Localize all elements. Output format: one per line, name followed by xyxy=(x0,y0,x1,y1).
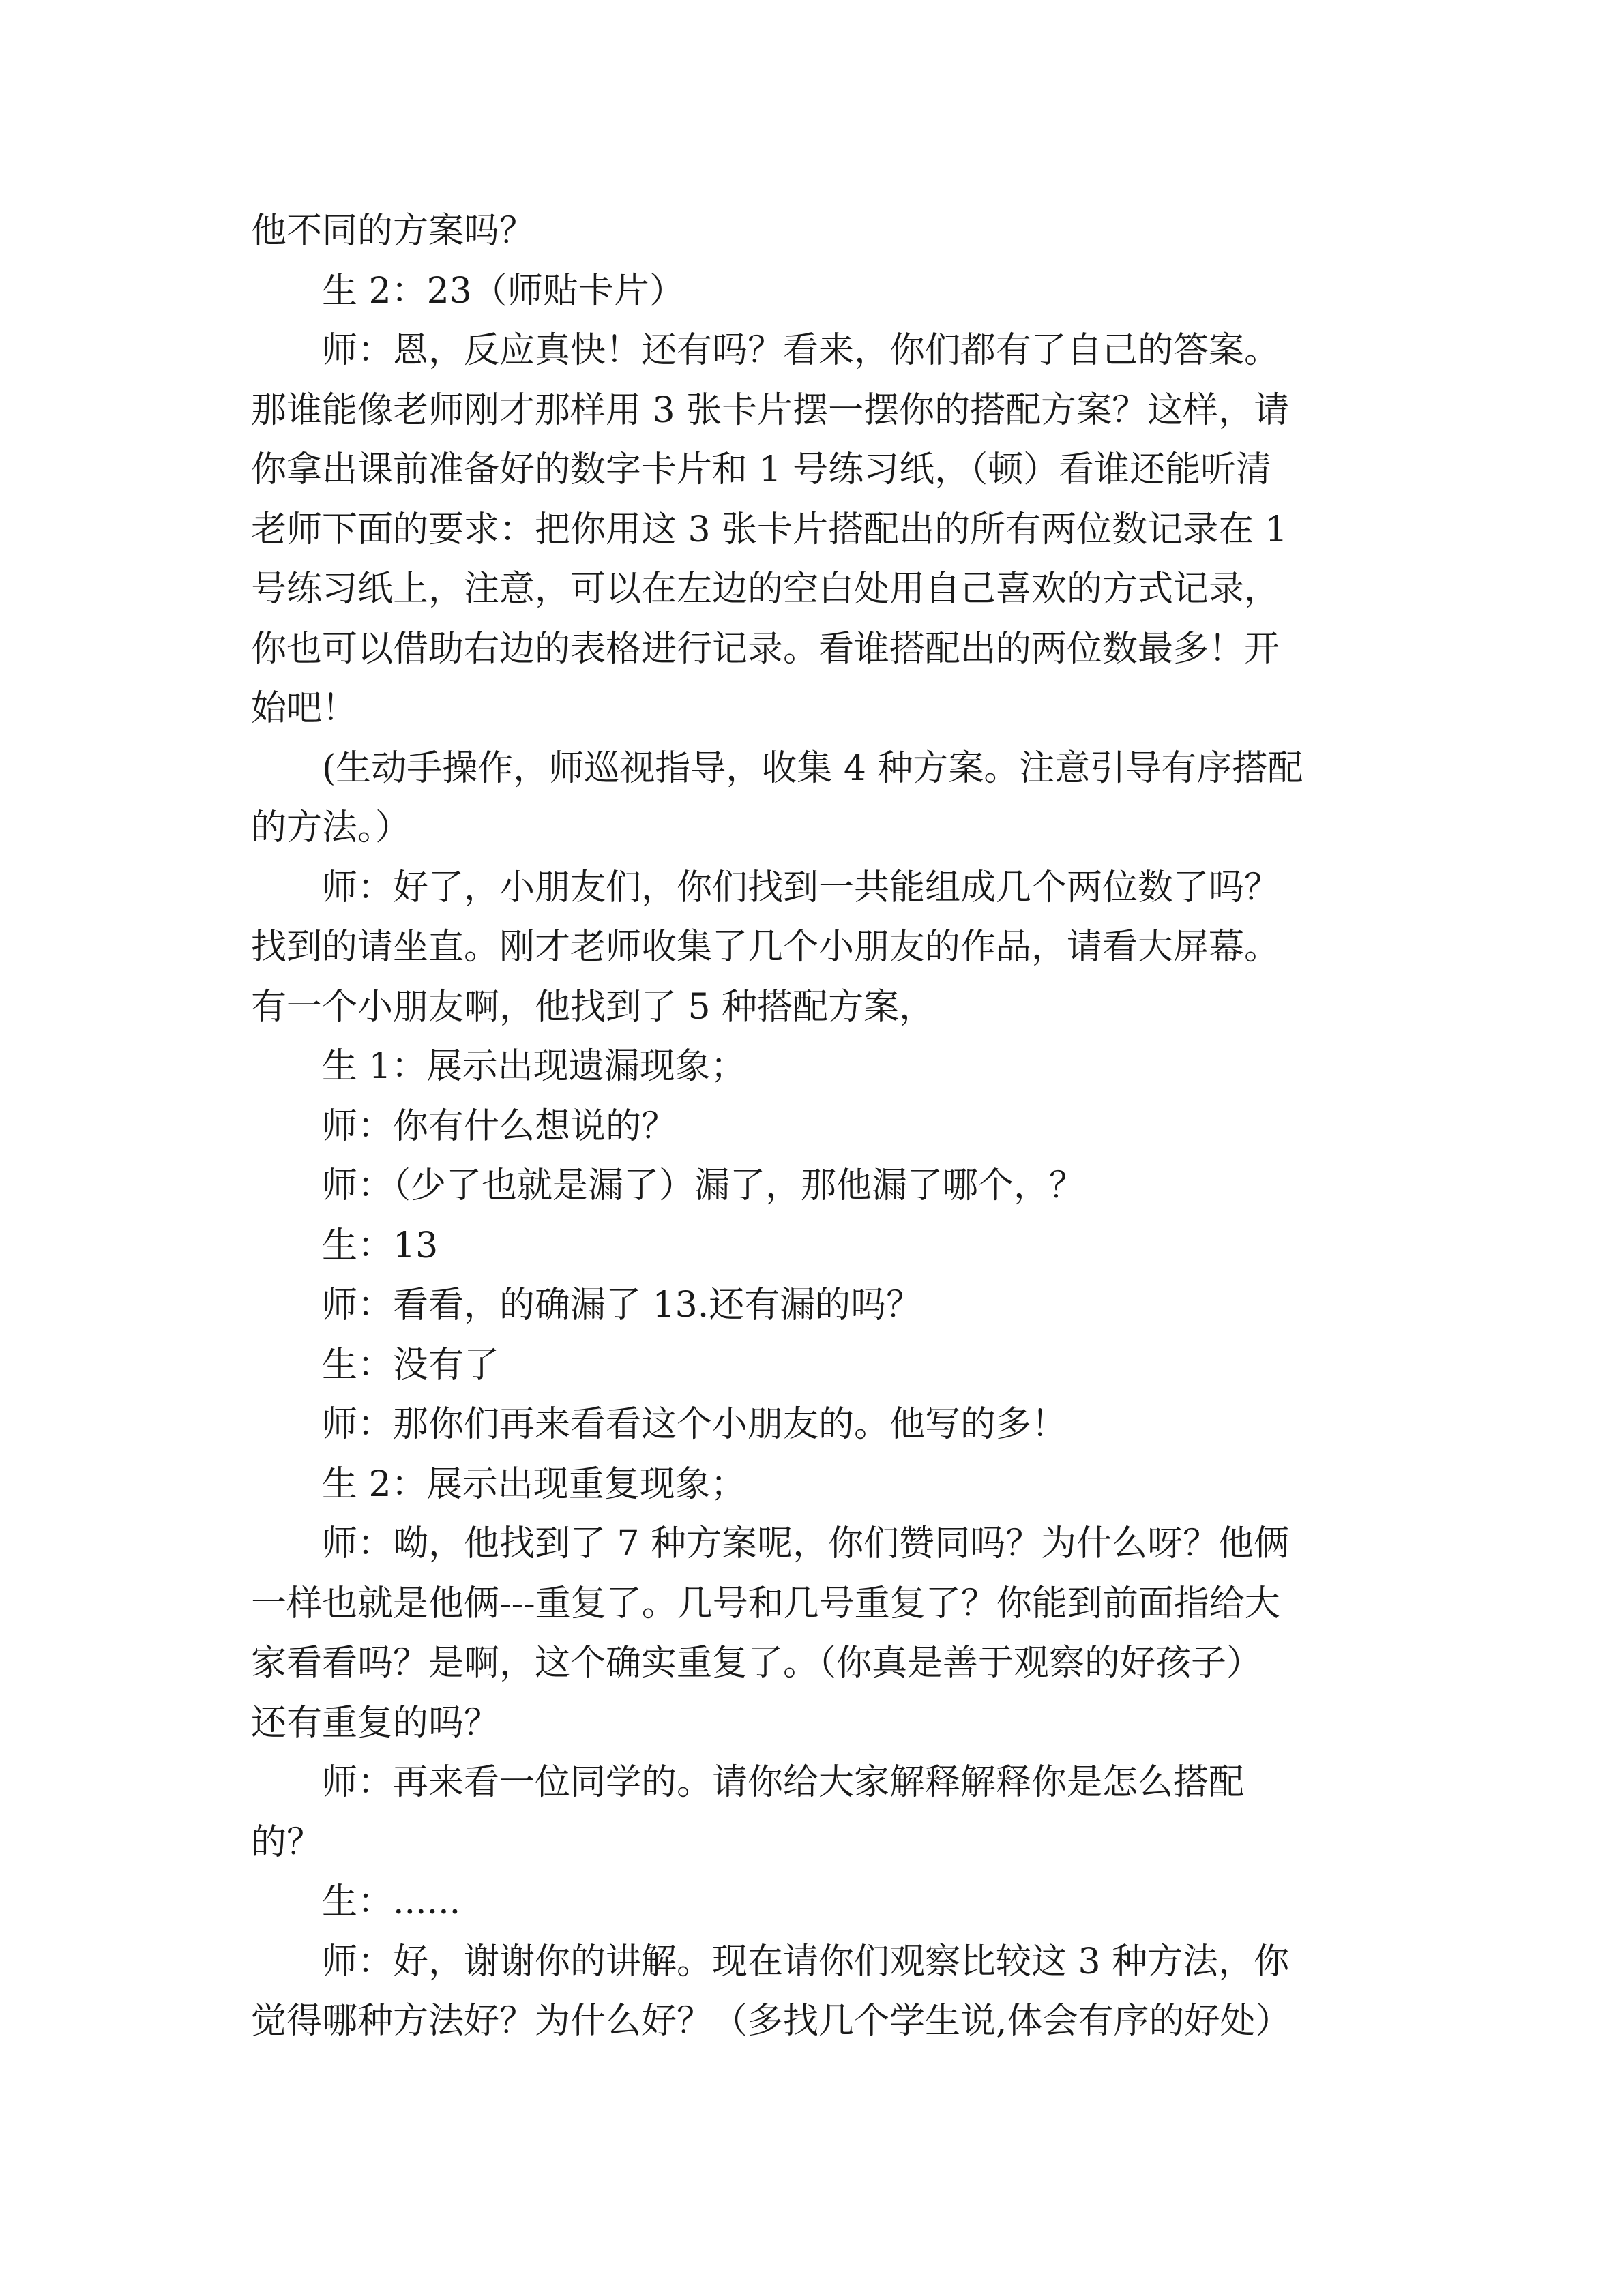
text-line: 师：（少了也就是漏了）漏了，那他漏了哪个，？ xyxy=(322,1165,1085,1206)
text-line: 生 1：展示出现遗漏现象； xyxy=(322,1046,746,1087)
text-line: 师：恩，反应真快！还有吗？看来，你们都有了自己的答案。 xyxy=(322,330,1280,371)
text-line: 师：看看，的确漏了 13.还有漏的吗？ xyxy=(322,1285,922,1326)
text-line: 他不同的方案吗？ xyxy=(251,211,535,252)
text-line: 你也可以借助右边的表格进行记录。看谁搭配出的两位数最多！开 xyxy=(251,628,1280,670)
text-line: 生：13 xyxy=(322,1225,439,1266)
text-line: 你拿出课前准备好的数字卡片和 1 号练习纸，（顿）看谁还能听清 xyxy=(251,449,1272,490)
text-line: 有一个小朋友啊，他找到了 5 种搭配方案， xyxy=(251,986,935,1028)
text-line: (生动手操作，师巡视指导，收集 4 种方案。注意引导有序搭配 xyxy=(322,747,1303,789)
text-line: 觉得哪种方法好？为什么好？（多找几个学生说,体会有序的好处） xyxy=(251,2001,1291,2042)
text-line: 生 2：23（师贴卡片） xyxy=(322,270,685,312)
text-line: 师：那你们再来看看这个小朋友的。他写的多！ xyxy=(322,1404,1067,1445)
text-line: 师：好了，小朋友们，你们找到一共能组成几个两位数了吗？ xyxy=(322,867,1280,908)
text-line: 的？ xyxy=(251,1821,323,1863)
text-line: 家看看吗？是啊，这个确实重复了。（你真是善于观察的好孩子） xyxy=(251,1643,1263,1684)
text-line: 始吧！ xyxy=(251,688,358,729)
text-line: 一样也就是他俩---重复了。几号和几号重复了？你能到前面指给大 xyxy=(251,1583,1280,1624)
text-line: 找到的请坐直。刚才老师收集了几个小朋友的作品，请看大屏幕。 xyxy=(251,927,1280,968)
text-line: 的方法。） xyxy=(251,807,411,848)
text-line: 师：呦，他找到了 7 种方案呢，你们赞同吗？为什么呀？他俩 xyxy=(322,1523,1290,1564)
document-body xyxy=(251,202,1386,2052)
text-line: 老师下面的要求：把你用这 3 张卡片搭配出的所有两位数记录在 1 xyxy=(251,509,1288,550)
text-line: 师：你有什么想说的？ xyxy=(322,1105,677,1147)
text-line: 生 2：展示出现重复现象； xyxy=(322,1463,746,1505)
text-line: 那谁能像老师刚才那样用 3 张卡片摆一摆你的搭配方案？这样，请 xyxy=(251,389,1290,431)
text-line: 号练习纸上，注意，可以在左边的空白处用自己喜欢的方式记录， xyxy=(251,569,1280,610)
text-line: 生：没有了 xyxy=(322,1344,500,1386)
text-line: 生：...... xyxy=(322,1881,461,1922)
text-line: 师：再来看一位同学的。请你给大家解释解释你是怎么搭配 xyxy=(322,1762,1245,1803)
text-line: 师：好，谢谢你的讲解。现在请你们观察比较这 3 种方法，你 xyxy=(322,1941,1290,1982)
text-line: 还有重复的吗？ xyxy=(251,1702,500,1744)
